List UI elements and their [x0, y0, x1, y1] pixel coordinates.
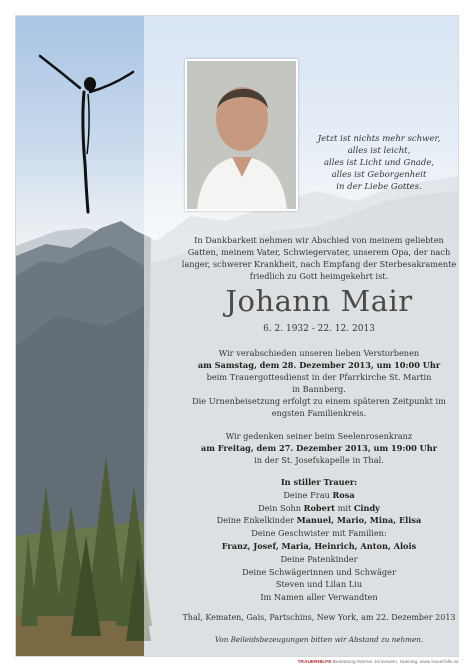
funeral-line: Die Urnenbeisetzung erfolgt zu einem späteren Zeitpunkt im	[192, 396, 446, 406]
portrait-photo	[187, 61, 296, 209]
crucifix-icon	[38, 54, 138, 214]
rosary-line: in der St. Josefskapelle in Thal.	[254, 455, 384, 465]
mourner-siblings-label: Deine Geschwister mit Familien:	[251, 528, 387, 539]
mourner-grandchildren: Deine Enkelkinder Manuel, Mario, Mina, Elisa	[216, 515, 422, 526]
mourner-relatives: Im Namen aller Verwandten	[260, 592, 378, 603]
funeral-line: beim Trauergottesdienst in der Pfarrkirche St. Martin	[206, 372, 432, 382]
intro-text: In Dankbarkeit nehmen wir Abschied von meinem geliebten Gatten, meinem Vater, Schwiegervater, unserem Opa, der nach langer, schwerer Krankheit, nach Empfang der Sterbesakramente friedlich zu Gott heimgekehrt ist.	[181, 235, 457, 281]
funeral-line: Wir verabschieden unseren lieben Verstorbenen	[218, 348, 420, 358]
poem	[304, 133, 454, 193]
funeral-line: engsten Familienkreis.	[271, 408, 367, 418]
mourner-siblings: Franz, Josef, Maria, Heinrich, Anton, Alois	[221, 540, 417, 551]
poem-line: alles ist Geborgenheit	[331, 170, 427, 180]
mourners-list	[180, 476, 458, 604]
mourner-son: Dein Sohn Robert mit Cindy	[258, 502, 380, 513]
poem-line: Jetzt ist nichts mehr schwer,	[317, 134, 441, 144]
brand-logo: TRAUERHILFE	[297, 660, 332, 665]
funeral-line: in Bannberg.	[292, 384, 346, 394]
poem-line: alles ist Licht und Gnade,	[323, 158, 435, 168]
rosary-info	[180, 430, 458, 466]
condolence-note: Von Beileidsbezeugungen bitten wir Abstand zu nehmen.	[214, 635, 424, 644]
rosary-line: Wir gedenken seiner beim Seelenrosenkranz	[225, 431, 413, 441]
poem-line: alles ist leicht,	[347, 146, 411, 156]
rosary-date: am Freitag, dem 27. Dezember 2013, um 19:00 Uhr	[200, 443, 438, 453]
obituary-sheet	[15, 15, 459, 665]
life-dates: 6. 2. 1932 - 22. 12. 2013	[263, 324, 375, 334]
mourners-heading: In stiller Trauer:	[280, 477, 358, 487]
funeral-info	[180, 347, 458, 419]
mourner-friends: Steven und Lilan Liu	[275, 579, 363, 590]
place-date: Thal, Kematen, Gais, Partschins, New York, am 22. Dezember 2013	[182, 613, 456, 622]
funeral-date: am Samstag, dem 28. Dezember 2013, um 10:00 Uhr	[197, 360, 441, 370]
mourner-wife: Deine Frau Rosa	[283, 489, 355, 500]
mourner-inlaws: Deine Schwägerinnen und Schwäger	[242, 566, 396, 577]
mourner-godchildren: Deine Patenkinder	[280, 553, 358, 564]
poem-line: in der Liebe Gottes.	[336, 182, 422, 192]
footer-credit: TRAUERHILFE Bestattung Werner Jennewein, Haiming, www.trauerhilfe.at	[297, 660, 458, 665]
deceased-name: Johann Mair	[225, 284, 413, 318]
